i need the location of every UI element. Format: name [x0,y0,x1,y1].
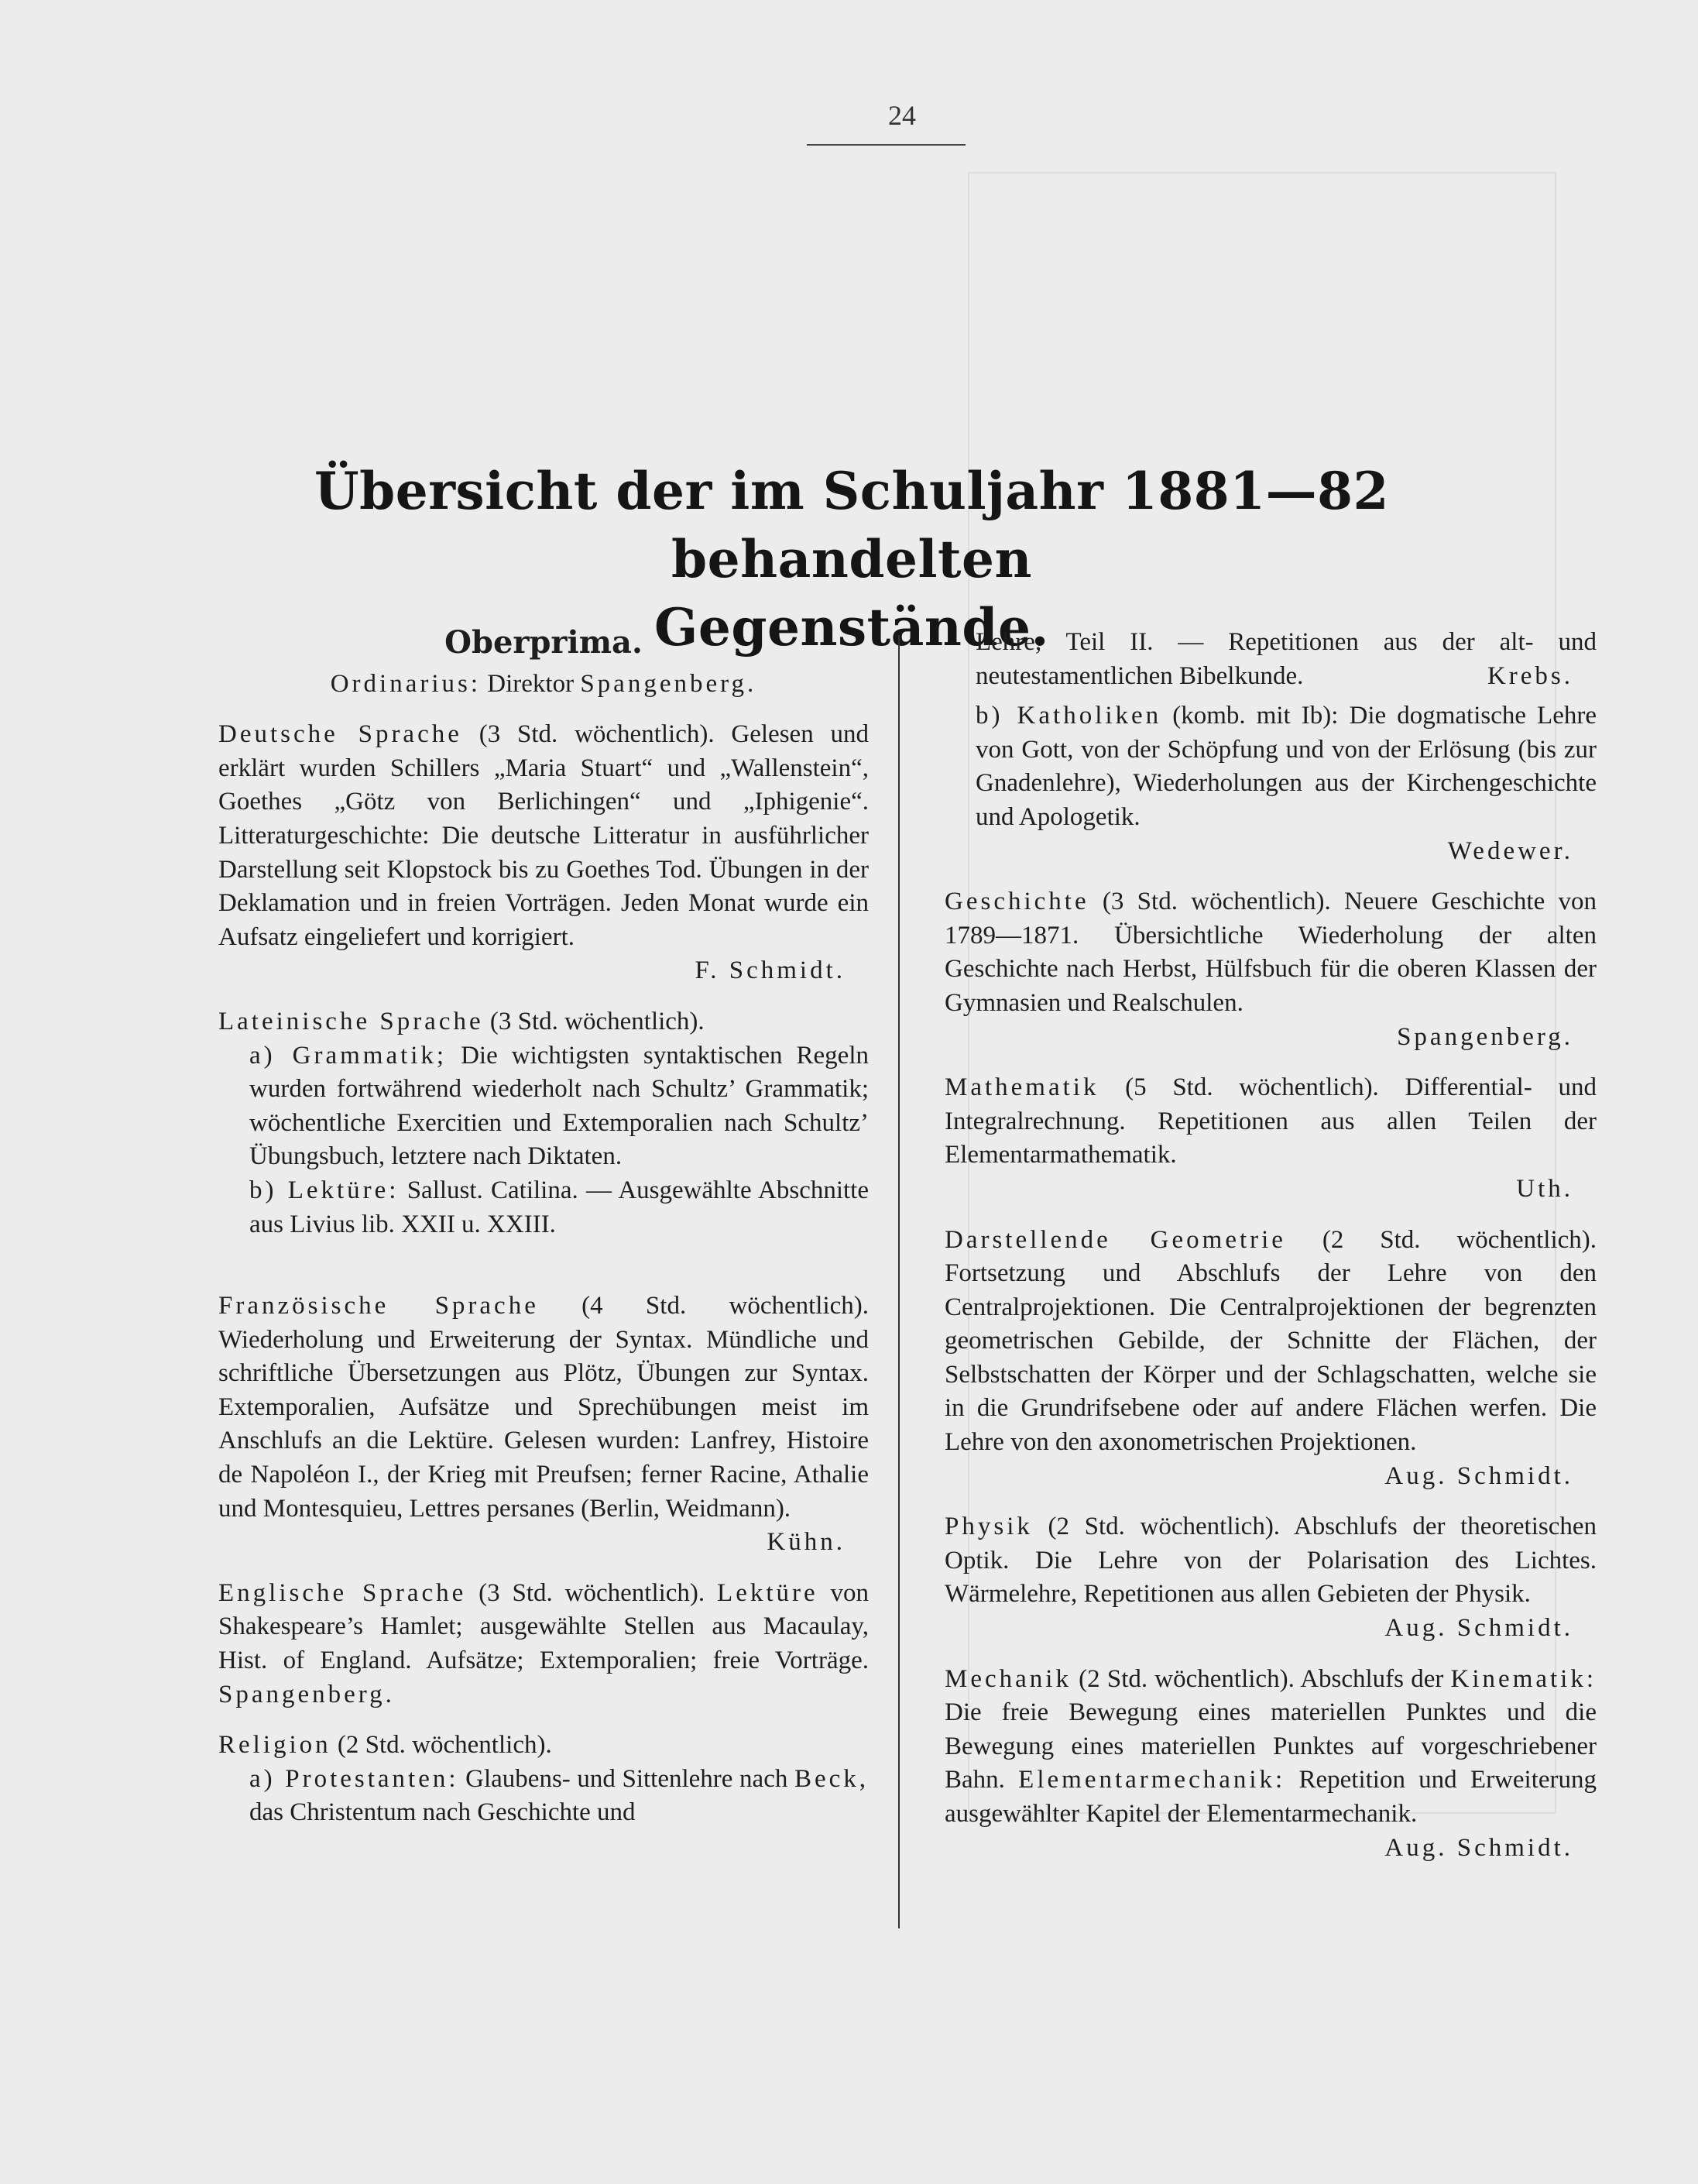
column-divider [898,635,900,1928]
sub-label: b) Lektüre: [249,1176,400,1204]
subject-name: Geschichte [945,888,1089,916]
subject-text: (3 Std. wöchentlich). Neuere Geschichte von 1789—1871. Übersichtliche Wiederholung der alten Geschichte nach Herbst, Hülfsbuch für die oberen Klassen der Gymnasien und Realschulen. [945,888,1597,1017]
ordinarius-text: Direktor [487,669,575,698]
subject-text: (2 Std. wöchentlich). Fortsetzung und Abschlufs der Lehre von den Centralprojektionen. Die Centralprojektionen der begrenzten geometrischen Gebilde, der Schnitte der Flächen, der Selbstschatten der Körper und der Schlagschatten, welche sie in die Grundrifsebene oder auf andere Flächen werfen. Die Lehre von den axonometrischen Projektionen. [945,1225,1597,1457]
kinematik-label: Kinematik: [1450,1664,1597,1693]
subject-text-3: Repetition und Erweiterung ausgewählter Kapitel der Elementarmechanik. [945,1766,1597,1828]
elementarmechanik-label: Elementarmechanik: [1018,1766,1286,1794]
subject-text: (2 Std. wöchentlich). Abschlufs der [1079,1664,1444,1693]
sub-text: Die wichtigsten syntaktischen Regeln wurden fortwährend wiederholt nach Schultz’ Grammatik; wöchentliche Exercitien und Extemporalien nach Schultz’ Übungsbuch, letztere nach Diktaten. [249,1041,869,1171]
subject-text-2: Die freie Bewegung eines materiellen Punktes und die Bewegung eines materiellen Punktes auf vorgeschriebener Bahn. [945,1698,1597,1794]
ordinarius-name: Spangenberg. [580,669,757,698]
subject-englisch [218,1577,869,1712]
subject-name: Französische Sprache [218,1292,539,1320]
class-heading: Oberprima. [444,624,643,661]
sub-text: Glaubens- und Sittenlehre nach [465,1764,788,1793]
subject-hours: (2 Std. wöchentlich). [337,1731,552,1760]
subject-text-2: von Shakespeare’s Hamlet; ausgewählte Stellen aus Macaulay, Hist. of England. Aufsätze; Extemporalien; freie Vorträge. [218,1578,870,1675]
author-beck: Beck, [794,1764,870,1793]
right-column [945,626,1597,1882]
subject-deutsch [218,718,869,988]
subject-mathematik [945,1071,1597,1206]
teacher-name: Wedewer. [1447,836,1573,865]
page-number: 24 [888,100,916,131]
subject-text: (3 Std. wöchentlich). Gelesen und erklärt wurden Schillers „Maria Stuart“ und „Wallenstein“, Goethes „Götz von Berlichingen“ und „Iphigenie“. Litteraturgeschichte: Die deutsche Litteratur in ausführlicher Darstellung seit Klopstock bis zu Goethes Tod. Übungen in der Deklamation und in freien Vorträgen. Jeden Monat wurde ein Aufsatz eingeliefert und korrigiert. [218,720,870,951]
sub-text: (komb. mit Ib): Die dogmatische Lehre von Gott, von der Schöpfung und von der Erlösung (bis zur Gnadenlehre), Wiederholungen aus der Kirchengeschichte und Apologetik. [976,702,1597,831]
lektuere-label: Lektüre [717,1578,818,1607]
left-column [218,626,869,1847]
sub-label: a) Protestanten: [249,1764,459,1793]
page-title-line-2: Gegenstände. [654,597,1049,658]
ordinarius-line [218,668,869,702]
sub-text: Sallust. Catilina. — Ausgewählte Abschnitte aus Livius lib. XXII u. XXIII. [249,1176,869,1238]
teacher-name: Kühn. [767,1528,846,1557]
subject-text: (3 Std. wöchentlich). [479,1578,705,1607]
subject-religion [218,1729,869,1830]
subject-geschichte [945,885,1597,1054]
subject-name: Physik [945,1513,1033,1541]
subject-geometrie [945,1224,1597,1494]
sub-text-2: das Christentum nach Geschichte und [249,1798,636,1827]
subject-mechanik [945,1663,1597,1866]
religion-continuation: Lehre, Teil II. — Repetitionen aus der alt- und neutestamentlichen Bibelkunde. [976,628,1597,690]
sub-label: b) Katholiken [976,702,1162,730]
teacher-name: Uth. [1516,1174,1573,1203]
teacher-name: Spangenberg. [218,1680,395,1708]
subject-text: (4 Std. wöchentlich). Wiederholung und Erweiterung der Syntax. Mündliche und schriftliche Übersetzungen aus Plötz, Übungen zur Syntax. Extemporalien, Aufsätze und Sprechübungen meist im Anschlufs an die Lektüre. Gelesen wurden: Lanfrey, Histoire de Napoléon I., der Krieg mit Preufsen; ferner Racine, Athalie und Montesquieu, Lettres persanes (Berlin, Weidmann). [218,1292,870,1523]
teacher-name: Aug. Schmidt. [1384,1833,1573,1862]
subject-name: Deutsche Sprache [218,720,462,749]
subject-name: Mechanik [945,1664,1072,1693]
subject-name: Englische Sprache [218,1578,467,1607]
subject-physik [945,1510,1597,1645]
teacher-name: Aug. Schmidt. [1384,1461,1573,1490]
sub-label: a) Grammatik; [249,1041,448,1070]
subject-name: Lateinische Sprache [218,1007,484,1035]
page-title-line-1: Übersicht der im Schuljahr 1881—82 behandelten [314,461,1389,589]
subject-religion-cont [945,626,1597,868]
subject-text: (2 Std. wöchentlich). Abschlufs der theoretischen Optik. Die Lehre von der Polarisation des Lichtes. Wärmelehre, Repetitionen aus allen Gebieten der Physik. [945,1513,1597,1609]
subject-latein [218,1005,869,1241]
page-number-rule [807,144,966,146]
subject-text: (5 Std. wöchentlich). Differential- und Integralrechnung. Repetitionen aus allen Teilen der Elementarmathematik. [945,1073,1597,1169]
subject-franzoesisch [218,1289,869,1560]
subject-name: Religion [218,1731,331,1760]
teacher-name: F. Schmidt. [695,956,846,985]
teacher-name: Krebs. [1487,661,1573,690]
subject-name: Darstellende Geometrie [945,1225,1286,1254]
teacher-name: Aug. Schmidt. [1384,1614,1573,1643]
subject-name: Mathematik [945,1073,1099,1102]
ordinarius-label: Ordinarius: [330,669,482,698]
teacher-name: Spangenberg. [1397,1022,1573,1051]
subject-hours: (3 Std. wöchentlich). [489,1007,705,1035]
